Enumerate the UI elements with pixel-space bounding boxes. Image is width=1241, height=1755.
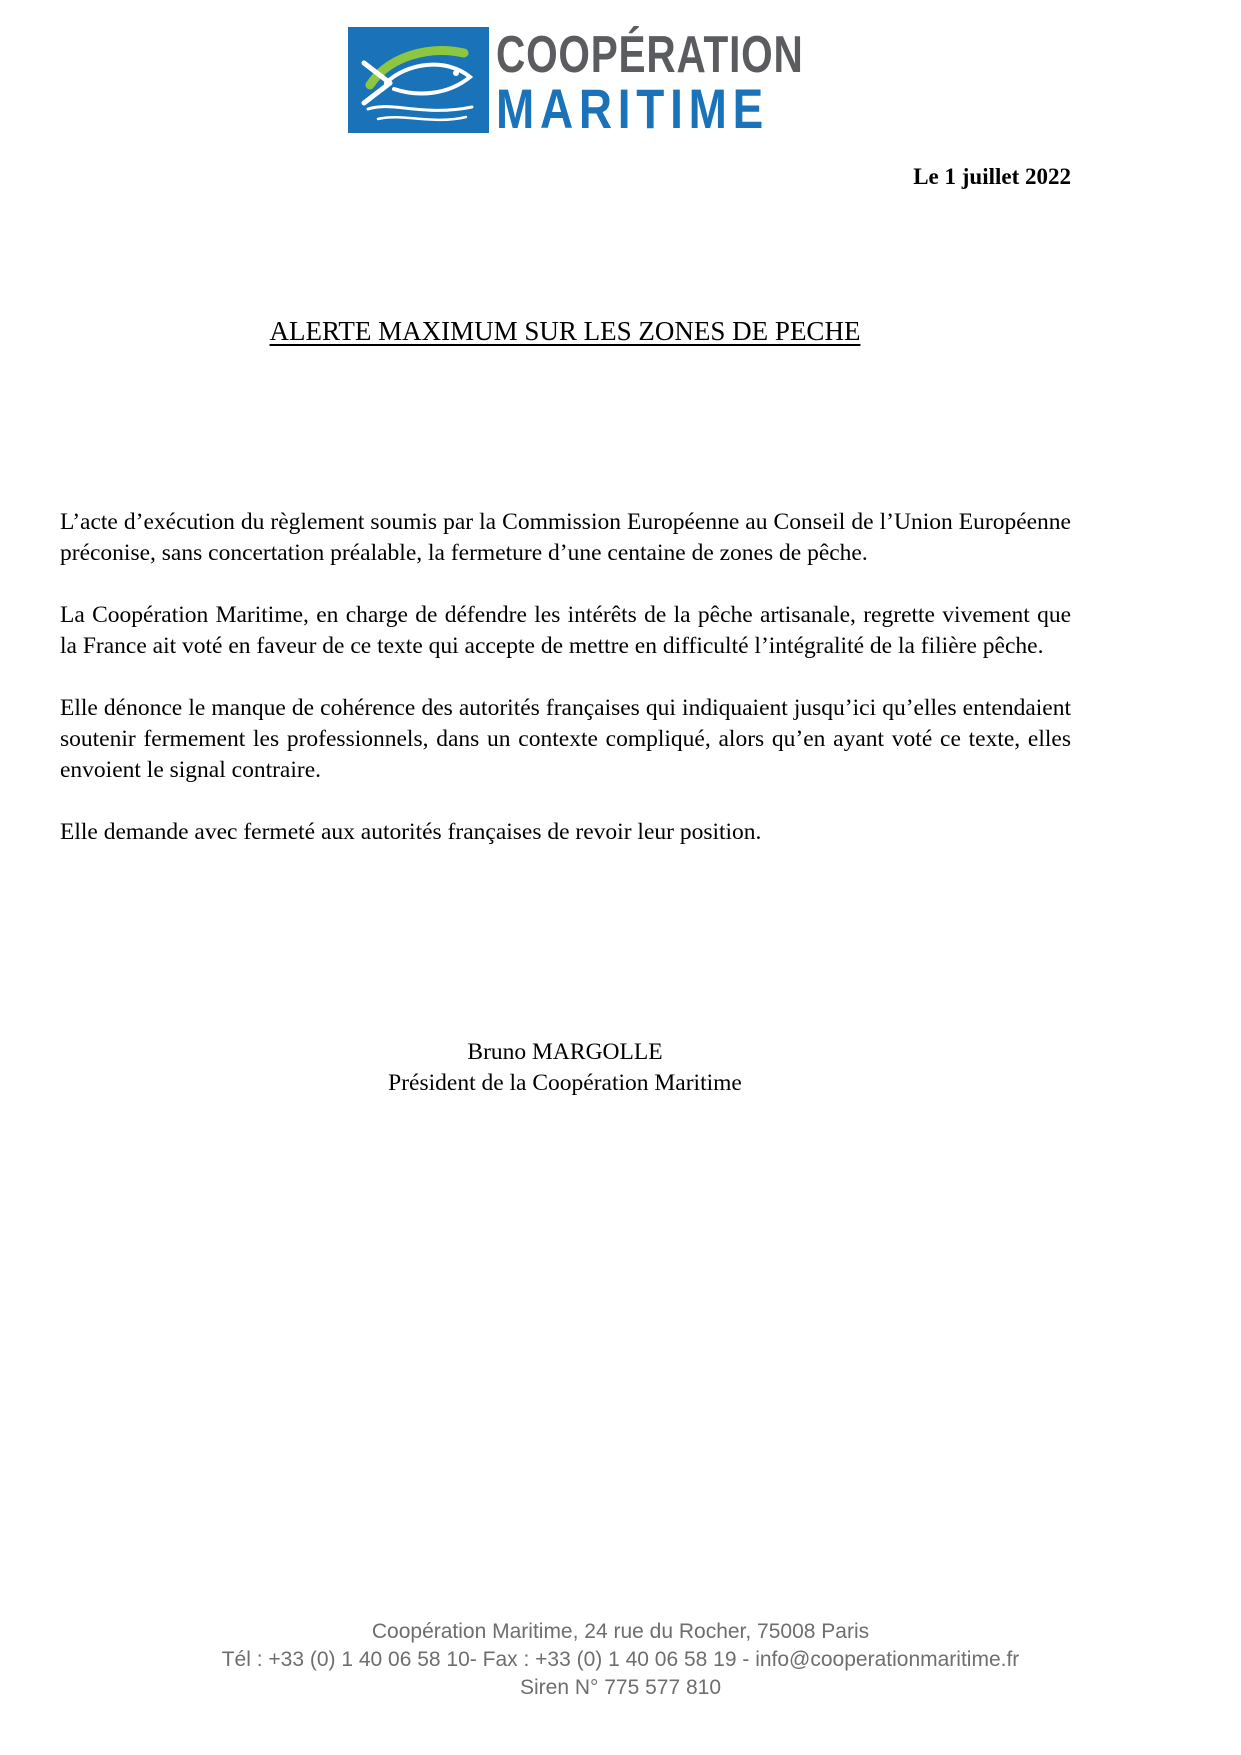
footer-siren: Siren N° 775 577 810 [519,1676,722,1699]
signature-name: Bruno MARGOLLE [467,1039,663,1065]
footer [0,1618,1241,1702]
logo-text-cooperation: COOPÉRATION [496,26,804,84]
body-paragraph: Elle demande avec fermeté aux autorités françaises de revoir leur position. [60,819,762,845]
logo-text-maritime: MARITIME [496,77,769,140]
signature-block [0,1037,1130,1099]
body-paragraph: La Coopération Maritime, en charge de défendre les intérêts de la pêche artisanale, regrette vivement que la France ait voté en faveur de ce texte qui accepte de mettre en difficulté l’intégralité de la filière pêche. [60,602,1071,659]
document-title [0,316,1130,347]
document-title-text: ALERTE MAXIMUM SUR LES ZONES DE PECHE [269,316,861,346]
body-paragraph: L’acte d’exécution du règlement soumis par la Commission Européenne au Conseil de l’Union Européenne préconise, sans concertation préalable, la fermeture d’une centaine de zones de pêche. [60,509,1071,566]
document-body [60,507,1071,879]
document-date: Le 1 juillet 2022 [913,164,1071,189]
body-paragraph: Elle dénonce le manque de cohérence des autorités françaises qui indiquaient jusqu’ici qu’elles entendaient soutenir fermement les professionnels, dans un contexte compliqué, alors qu’en ayant voté ce texte, elles envoient le signal contraire. [60,695,1071,783]
logo [348,26,804,140]
signature-role: Président de la Coopération Maritime [388,1070,742,1096]
fish-logo-icon [348,27,489,133]
footer-address: Coopération Maritime, 24 rue du Rocher, 75008 Paris [371,1620,870,1643]
footer-contact: Tél : +33 (0) 1 40 06 58 10- Fax : +33 (0) 1 40 06 58 19 - info@cooperationmaritime.fr [221,1648,1020,1671]
